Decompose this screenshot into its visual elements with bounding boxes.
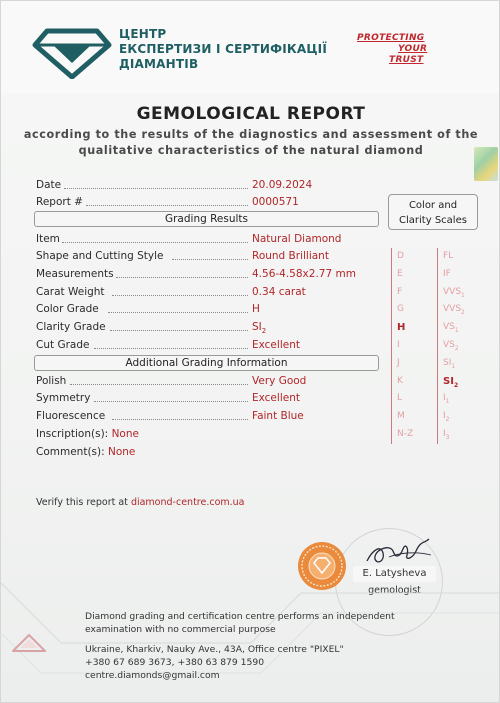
color-grade-value: H <box>252 303 260 315</box>
symmetry-row <box>36 391 356 405</box>
clarity-scale-grade <box>437 373 475 391</box>
fluorescence-label: Fluorescence <box>36 410 106 422</box>
symmetry-value: Excellent <box>252 392 300 404</box>
color-scale <box>391 248 429 444</box>
clarity-grade-main: VS <box>443 322 455 333</box>
color-grade-row <box>36 302 356 316</box>
report-number-label: Report # <box>36 196 83 208</box>
clarity-scale <box>437 248 475 444</box>
scales-heading-line2: Clarity Scales <box>399 215 467 226</box>
clarity-grade-main: FL <box>443 251 454 261</box>
footer-email[interactable]: centre.diamonds@gmail.com <box>85 670 220 681</box>
color-scale-grade: F <box>397 286 403 297</box>
carat-row <box>36 285 356 299</box>
comments-value: None <box>108 446 136 458</box>
additional-info-heading: Additional Grading Information <box>34 355 379 371</box>
verify-text: Verify this report at <box>36 497 128 508</box>
subtitle-line1: according to the results of the diagnostics and assessment of the <box>23 128 479 141</box>
clarity-grade-main: I <box>443 393 446 404</box>
dot-leader <box>112 295 248 296</box>
clarity-grade-main: VS <box>443 339 455 350</box>
gemologist-role: gemologist <box>368 585 421 596</box>
clarity-grade-main: SI <box>443 357 452 368</box>
clarity-grade-main: I <box>443 411 446 422</box>
color-scale-grade: K <box>397 375 403 386</box>
dot-leader <box>172 259 248 260</box>
polish-value: Very Good <box>252 375 307 387</box>
cut-grade-label: Cut Grade <box>36 339 90 351</box>
dot-leader <box>94 401 248 402</box>
clarity-grade-label: Clarity Grade <box>36 321 106 333</box>
dot-leader <box>116 277 248 278</box>
clarity-grade-value: $SI_2$ <box>252 321 267 336</box>
dot-leader <box>112 419 248 420</box>
diamond-logo-icon <box>31 27 113 79</box>
corner-triangle-icon <box>9 631 49 655</box>
shape-label: Shape and Cutting Style <box>36 250 164 262</box>
clarity-grade-main: I <box>443 428 446 439</box>
report-number-value: 0000571 <box>252 196 299 208</box>
clarity-scale-grade <box>437 337 475 355</box>
item-value: Natural Diamond <box>252 233 342 245</box>
measurements-label: Measurements <box>36 268 114 280</box>
footer-phones: +380 67 689 3673, +380 63 879 1590 <box>85 657 265 668</box>
shape-value: Round Brilliant <box>252 250 329 262</box>
report-number-row <box>36 195 356 209</box>
clarity-grade-sub: 2 <box>454 344 459 352</box>
dot-leader <box>108 312 248 313</box>
clarity-grade-sub: 2 <box>461 309 465 317</box>
dot-leader <box>70 384 248 385</box>
slogan-line1: PROTECTING <box>357 33 425 43</box>
fluorescence-value: Faint Blue <box>252 410 304 422</box>
clarity-grade-sub: 2 <box>453 381 459 389</box>
clarity-scale-grade <box>437 319 475 337</box>
item-row <box>36 232 356 246</box>
clarity-grade-sub: 1 <box>445 398 450 406</box>
org-name-line3: ДІАМАНТІВ <box>119 57 199 71</box>
org-name-line1: ЦЕНТР <box>119 27 167 41</box>
fold-decoration <box>1 573 500 703</box>
symmetry-label: Symmetry <box>36 392 91 404</box>
comments-row <box>36 445 135 459</box>
carat-value: 0.34 carat <box>252 286 306 298</box>
dot-leader <box>62 242 248 243</box>
color-scale-grade: D <box>397 251 404 261</box>
clarity-scale-grade <box>437 301 475 319</box>
clarity-grade-main: VVS <box>443 286 462 297</box>
comments-label: Comment(s): <box>36 446 105 458</box>
clarity-grade-main: IF <box>443 268 451 279</box>
color-scale-grade: N-Z <box>397 428 414 439</box>
clarity-grade-sub: 1 <box>451 362 456 370</box>
clarity-grade-main: SI <box>443 375 454 387</box>
inscription-row <box>36 427 139 441</box>
slogan-line3: TRUST <box>389 55 424 65</box>
subtitle-line2: qualitative characteristics of the natural diamond <box>78 144 424 157</box>
clarity-scale-grade <box>437 426 475 444</box>
clarity-grade-sub: 1 <box>461 291 465 299</box>
clarity-scale-grade <box>437 266 475 284</box>
report-title: GEMOLOGICAL REPORT <box>136 104 366 124</box>
date-value: 20.09.2024 <box>252 179 313 191</box>
carat-label: Carat Weight <box>36 286 105 298</box>
clarity-scale-grade <box>437 248 475 266</box>
clarity-grade-sub: 1 <box>454 326 459 334</box>
date-label: Date <box>36 179 62 191</box>
cut-grade-value: Excellent <box>252 339 300 351</box>
scales-heading-line1: Color and <box>408 200 458 211</box>
color-scale-grade: E <box>397 268 403 279</box>
footer-line1: Diamond grading and certification centre performs an independent <box>85 611 395 622</box>
clarity-grade-main: VVS <box>443 304 462 315</box>
fluorescence-row <box>36 409 356 423</box>
measurements-row <box>36 267 356 281</box>
scales-heading-box <box>388 194 478 230</box>
clarity-scale-grade <box>437 284 475 302</box>
color-scale-grade: G <box>397 304 404 315</box>
grading-results-heading: Grading Results <box>34 211 379 227</box>
cut-grade-row <box>36 338 356 352</box>
inscription-label: Inscription(s): <box>36 428 109 440</box>
date-row <box>36 178 356 192</box>
color-grade-label: Color Grade <box>36 303 99 315</box>
shape-row <box>36 249 356 263</box>
verify-link[interactable]: diamond-centre.com.ua <box>130 497 245 508</box>
inscription-value: None <box>111 428 139 440</box>
clarity-scale-grade <box>437 390 475 408</box>
color-scale-grade: L <box>397 393 403 404</box>
clarity-grade-row <box>36 320 356 334</box>
item-label: Item <box>36 233 60 245</box>
dot-leader <box>86 205 248 206</box>
dot-leader <box>64 188 248 189</box>
org-name-line2: ЕКСПЕРТИЗИ І СЕРТИФІКАЦІЇ <box>119 42 328 56</box>
dot-leader <box>110 330 248 331</box>
clarity-grade-sub: 3 <box>445 433 450 441</box>
clarity-scale-grade <box>437 355 475 373</box>
clarity-grade-sub: 2 <box>445 415 450 423</box>
color-scale-grade: J <box>397 357 400 368</box>
color-scale-grade: I <box>397 339 400 350</box>
footer-line2: examination with no commercial purpose <box>85 624 276 635</box>
color-scale-grade: M <box>397 411 405 422</box>
polish-row <box>36 374 356 388</box>
clarity-scale-grade <box>437 408 475 426</box>
verify-line <box>36 497 245 508</box>
polish-label: Polish <box>36 375 67 387</box>
slogan-line2: YOUR <box>398 44 428 54</box>
gemologist-name: E. Latysheva <box>353 566 436 582</box>
color-scale-grade: H <box>397 322 406 334</box>
footer-address: Ukraine, Kharkiv, Nauky Ave., 43A, Office centre "PIXEL" <box>85 644 344 655</box>
measurements-value: 4.56-4.58x2.77 mm <box>252 268 356 280</box>
dot-leader <box>94 348 248 349</box>
